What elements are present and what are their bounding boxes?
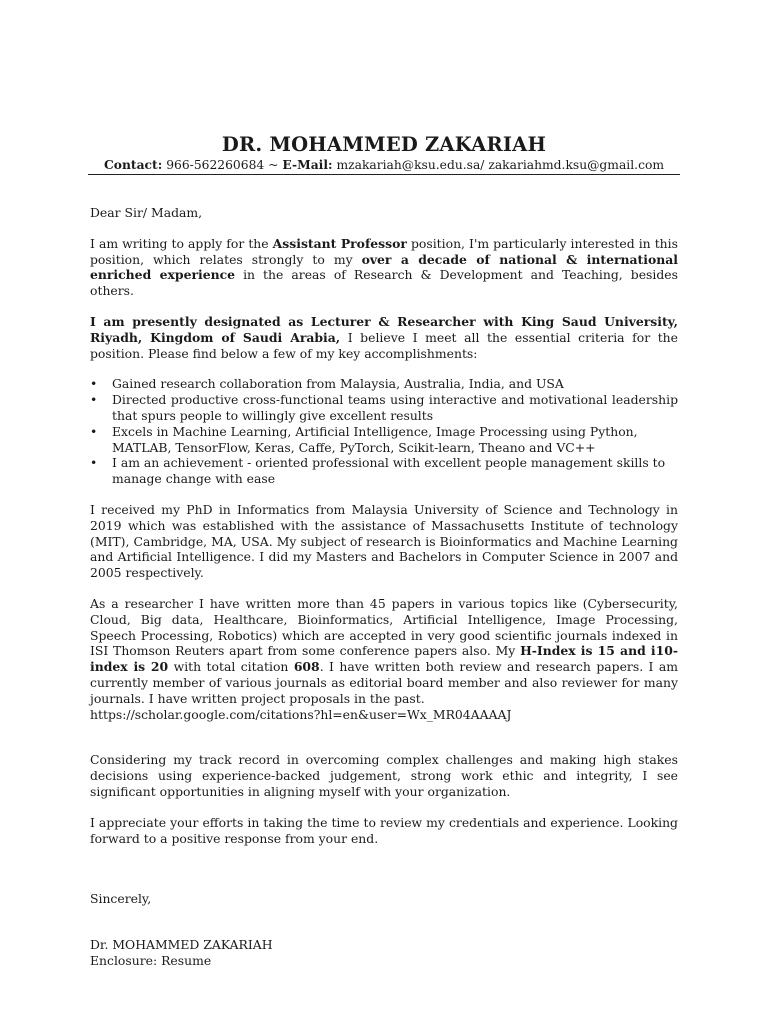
list-item	[90, 424, 678, 456]
research-text-2: with total citation	[168, 659, 294, 675]
salutation: Dear Sir/ Madam,	[90, 205, 203, 220]
list-item	[90, 392, 678, 424]
list-item	[90, 376, 678, 392]
track-record-paragraph: Considering my track record in overcoming complex challenges and making high stakes decisions using experience-backed judgement, strong work ethic and integrity, I see significant opportunities in aligning myself with your organization.	[90, 752, 678, 799]
list-item	[90, 455, 678, 487]
enclosure-note: Enclosure: Resume	[90, 952, 212, 968]
experience-highlight: over a decade of national & international enriched experience	[90, 251, 678, 283]
list-item-text: Directed productive cross-functional teams using interactive and motivational leadership that spurs people to willingly give excellent results	[112, 392, 678, 423]
list-item-text: Excels in Machine Learning, Artificial Intelligence, Image Processing using Python, MATLAB, TensorFlow, Keras, Caffe, PyTorch, Scikit-learn, Theano and VC++	[112, 423, 638, 455]
intro-text-2: position, I'm particularly interested in this position, which relates strongly to my	[90, 235, 678, 267]
intro-paragraph	[90, 236, 678, 299]
applicant-name-heading: DR. MOHAMMED ZAKARIAH	[221, 133, 547, 156]
contact-label: Contact:	[103, 157, 163, 172]
intro-text-1: I am writing to apply for the	[90, 235, 273, 251]
education-paragraph: I received my PhD in Informatics from Malaysia University of Science and Technology in 2019 which was established with the assistance of Massachusetts Institute of technology (MIT), Cambridge, MA, USA. My subject of research is Bioinformatics and Machine Learning and Artificial Intelligence. I did my Masters and Bachelors in Computer Science in 2007 and 2005 respectively.	[90, 501, 678, 581]
email-label: E-Mail:	[282, 157, 333, 172]
research-text-3: . I have written both review and research papers. I am currently member of various journals as editorial board member and also reviewer for many journals. I have written project proposals in the past.	[90, 659, 679, 706]
research-text-1: As a researcher I have written more than 45 papers in various topics like (Cybersecurity, Cloud, Big data, Healthcare, Bioinformatics, Artificial Intelligence, Image Processing, Speech Processing, Robotics) which are accepted in very good scientific journals indexed in ISI Thomson Reuters apart from some conference papers also. My	[90, 595, 678, 659]
current-role-highlight: I am presently designated as Lecturer & Researcher with King Saud University, Riyadh, Kingdom of Saudi Arabia,	[90, 313, 678, 345]
accomplishments-list	[90, 376, 678, 487]
bullet-icon: •	[90, 455, 98, 471]
citation-count: 608	[293, 659, 320, 675]
appreciation-paragraph: I appreciate your efforts in taking the time to review my credentials and experience. Looking forward to a positive response from your end.	[90, 814, 678, 846]
intro-text-3: in the areas of Research & Development and Teaching, besides others.	[90, 267, 678, 299]
signature-name: Dr. MOHAMMED ZAKARIAH	[90, 937, 273, 953]
list-item-text: I am an achievement - oriented professional with excellent people management skills to manage change with ease	[112, 455, 666, 487]
header-divider	[88, 174, 680, 175]
list-item-text: Gained research collaboration from Malaysia, Australia, India, and USA	[112, 376, 564, 392]
current-role-text: I believe I meet all the essential criteria for the position. Please find below a few of my key accomplishments:	[90, 329, 678, 361]
contact-separator: ~	[268, 158, 279, 172]
position-title: Assistant Professor	[272, 235, 407, 251]
current-role-paragraph	[90, 314, 678, 361]
scholar-profile-link[interactable]: https://scholar.google.com/citations?hl=en&user=Wx_MR04AAAAJ	[90, 706, 512, 722]
phone-number: 966-562260684	[166, 158, 265, 172]
closing: Sincerely,	[90, 891, 152, 907]
bullet-icon: •	[90, 376, 98, 392]
letter-body	[90, 205, 678, 969]
research-paragraph	[90, 596, 678, 707]
contact-line	[0, 157, 768, 172]
h-index-highlight: H-Index is 15 and i10-index is 20	[90, 643, 678, 675]
bullet-icon: •	[90, 423, 98, 439]
email-addresses: mzakariah@ksu.edu.sa/ zakariahmd.ksu@gmail.com	[336, 158, 665, 172]
bullet-icon: •	[90, 392, 98, 408]
